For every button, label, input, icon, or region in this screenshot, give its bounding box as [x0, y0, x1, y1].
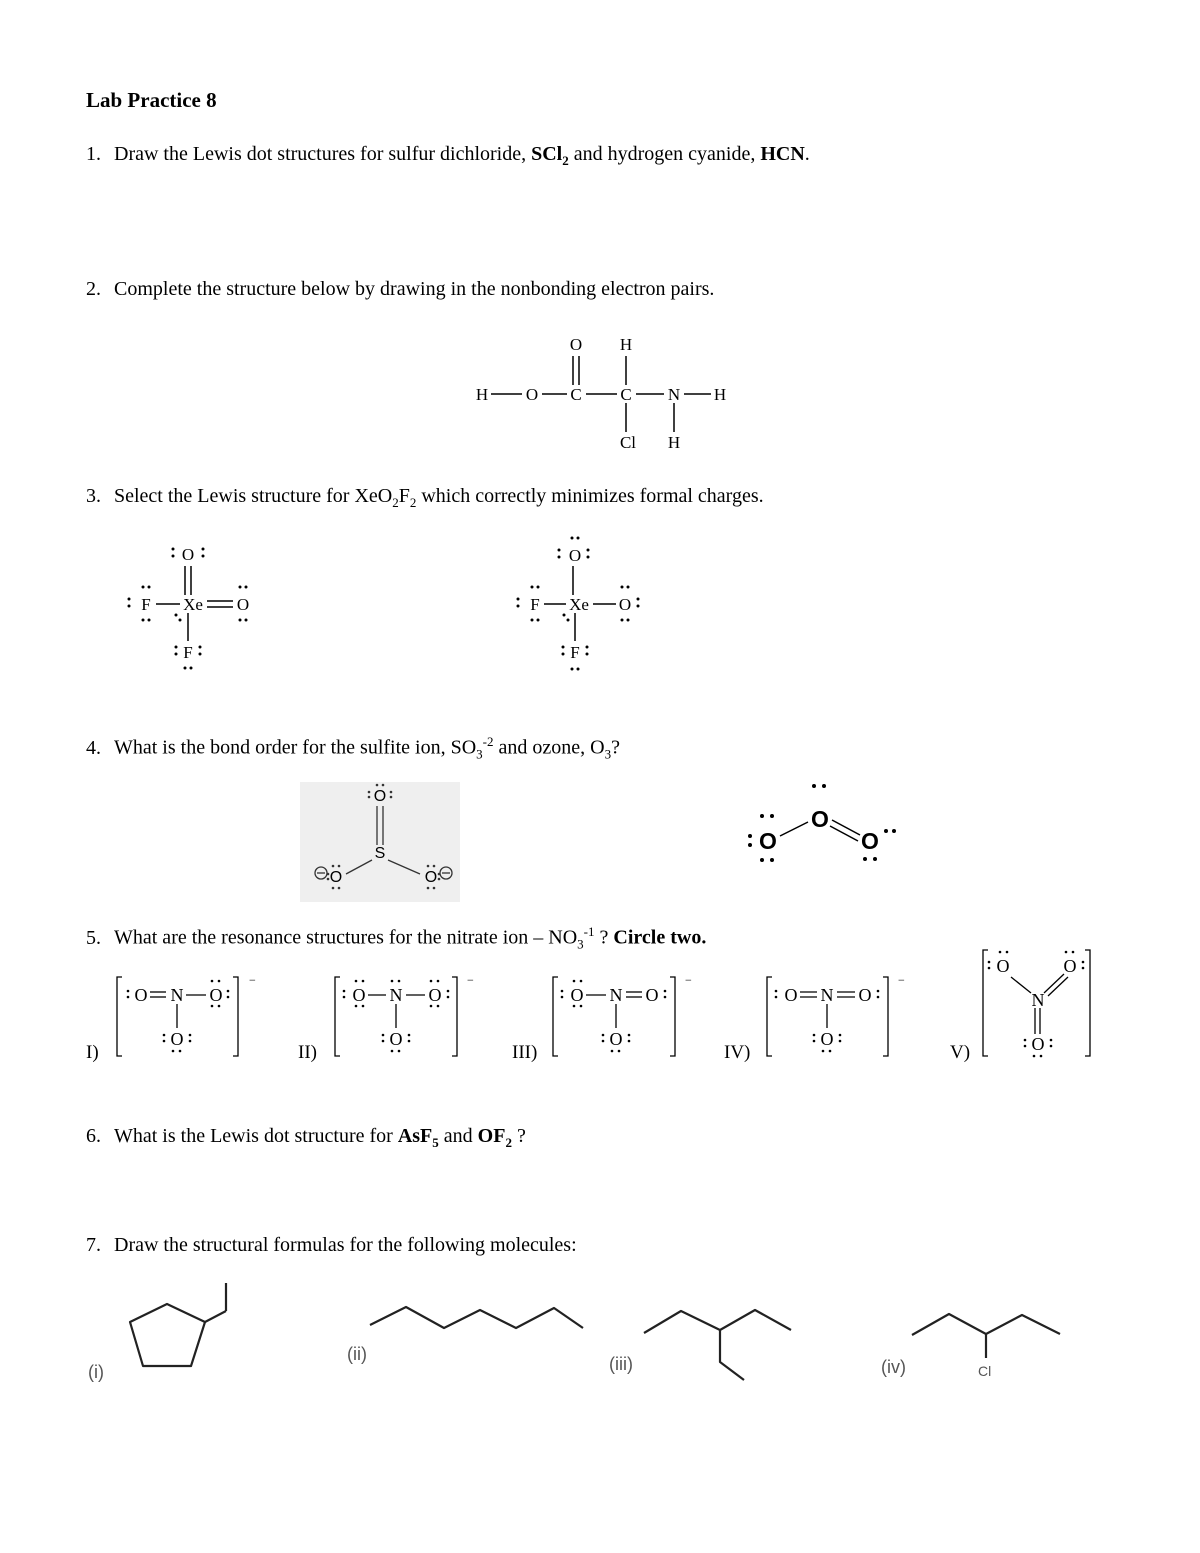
skeletal-structures [80, 1278, 1100, 1398]
atom-c: C [620, 385, 632, 404]
question-text: Draw the Lewis dot structures for sulfur dichloride, [114, 143, 532, 165]
atom-n: N [609, 985, 623, 1005]
atom-o: O [424, 869, 438, 886]
question-7 [86, 1234, 577, 1257]
formula-main: SCl [531, 143, 563, 165]
atom-o: O [352, 985, 366, 1005]
atom-o: O [820, 1029, 834, 1049]
question-text: What is the bond order for the sulfite ion, SO [114, 736, 477, 759]
xeo2f2-structure-b [500, 535, 650, 675]
question-number: 4. [86, 736, 101, 759]
option-label-ii: II) [298, 1042, 317, 1063]
atom-o: O [428, 985, 442, 1005]
formula-subscript: 5 [432, 1135, 439, 1150]
question-2 [86, 278, 714, 301]
atom-o: O [609, 1029, 623, 1049]
main-chain-iv [912, 1314, 1060, 1335]
question-3 [86, 485, 764, 511]
atom-o: O [236, 595, 250, 614]
formula-of2 [477, 1125, 512, 1150]
main-chain-iii [644, 1310, 791, 1333]
formula-asf5 [397, 1125, 439, 1150]
atom-o: O [618, 595, 632, 614]
question-text: Complete the structure below by drawing in the nonbonding electron pairs. [114, 278, 715, 300]
molecule-label-i: (i) [88, 1362, 104, 1382]
formula-hcn: HCN [760, 143, 805, 165]
atom-h: H [667, 433, 681, 452]
atom-n: N [170, 985, 184, 1005]
atom-o: O [525, 385, 539, 404]
question-text: and hydrogen cyanide, [568, 143, 761, 165]
instruction-bold: Circle two. [613, 926, 707, 949]
option-label-iv: IV) [724, 1042, 751, 1063]
atom-n: N [1031, 990, 1045, 1010]
atom-c: C [570, 385, 582, 404]
atom-o: O [389, 1029, 403, 1049]
atom-o: O [568, 546, 582, 565]
xeo2f2-structure-a [112, 540, 262, 680]
cyclopentane-ring [130, 1304, 205, 1366]
question-number: 7. [86, 1234, 101, 1256]
atom-cl: Cl [619, 433, 637, 452]
atom-h: H [619, 335, 633, 354]
atom-o: O [645, 985, 659, 1005]
question-text: Draw the structural formulas for the following molecules: [114, 1234, 577, 1256]
atom-o: O [181, 545, 195, 564]
molecule-label-iii: (iii) [609, 1354, 633, 1374]
charge-minus: − [898, 973, 905, 987]
atom-o: O [861, 828, 879, 854]
question-number: 2. [86, 278, 101, 300]
atom-o: O [569, 335, 583, 354]
subscript: 2 [392, 495, 399, 510]
charge-minus: − [685, 973, 692, 987]
nitrate-structure-iv [762, 972, 912, 1062]
molecule-label-iv: (iv) [881, 1357, 906, 1377]
formula-main: AsF [397, 1125, 433, 1147]
atom-xe: Xe [183, 595, 203, 614]
subscript: 3 [604, 746, 612, 762]
subscript: 3 [577, 936, 584, 952]
charge-minus: − [249, 973, 256, 987]
question-text: . [804, 143, 810, 165]
ethyl-bond [205, 1311, 226, 1322]
atom-h: H [713, 385, 727, 404]
option-label-i: I) [86, 1042, 99, 1063]
question-text: ? [611, 736, 620, 759]
question-text: F [398, 485, 410, 507]
formula-scl2 [531, 143, 569, 168]
atom-o: O [329, 869, 343, 886]
atom-n: N [820, 985, 834, 1005]
atom-o: O [170, 1029, 184, 1049]
option-label-v: V) [950, 1042, 971, 1063]
question-text: ? [594, 926, 614, 949]
amino-acid-structure [460, 330, 750, 460]
atom-f: F [141, 595, 151, 614]
subscript: 3 [476, 746, 483, 762]
atom-o: O [858, 985, 872, 1005]
question-5 [86, 924, 706, 953]
nitrate-structure-v [978, 946, 1100, 1062]
atom-o: O [570, 985, 584, 1005]
nitrate-structure-iii [548, 972, 698, 1062]
nitrate-structure-ii [330, 972, 480, 1062]
atom-cl: Cl [978, 1363, 992, 1379]
atom-s: S [374, 845, 386, 862]
superscript: -1 [583, 924, 595, 939]
question-1 [86, 143, 810, 169]
question-number: 5. [86, 926, 101, 949]
question-number: 3. [86, 485, 101, 507]
atom-f: F [570, 643, 580, 662]
atom-n: N [389, 985, 403, 1005]
atom-o: O [759, 828, 777, 854]
question-text: What are the resonance structures for the nitrate ion – NO [114, 926, 578, 949]
page-title: Lab Practice 8 [86, 88, 217, 112]
ozone-structure [740, 780, 910, 870]
question-6 [86, 1125, 526, 1151]
charge-minus: − [467, 973, 474, 987]
atom-o: O [811, 806, 829, 832]
atom-o: O [784, 985, 798, 1005]
atom-o: O [1063, 956, 1077, 976]
question-text: and ozone, O [493, 736, 605, 759]
subscript: 2 [409, 495, 417, 510]
atom-xe: Xe [569, 595, 589, 614]
formula-subscript: 2 [505, 1135, 512, 1150]
question-text: Select the Lewis structure for XeO [114, 485, 393, 507]
formula-subscript: 2 [562, 153, 569, 168]
option-label-iii: III) [512, 1042, 538, 1063]
sulfite-structure [300, 782, 460, 902]
atom-h: H [475, 385, 489, 404]
atom-o: O [996, 956, 1010, 976]
formula-main: OF [477, 1125, 506, 1147]
molecule-label-ii: (ii) [347, 1344, 367, 1364]
question-number: 1. [86, 143, 101, 165]
atom-o: O [134, 985, 148, 1005]
atom-f: F [183, 643, 193, 662]
question-text: What is the Lewis dot structure for [114, 1125, 398, 1147]
atom-o: O [1031, 1034, 1045, 1054]
atom-o: O [209, 985, 223, 1005]
question-number: 6. [86, 1125, 101, 1147]
atom-n: N [667, 385, 681, 404]
question-text: which correctly minimizes formal charges. [416, 485, 764, 507]
ethyl-branch-iii [720, 1330, 744, 1380]
question-4 [86, 734, 620, 763]
question-text: ? [511, 1125, 526, 1147]
atom-o: O [373, 788, 387, 805]
question-text: and [438, 1125, 478, 1147]
nitrate-structure-i [112, 972, 262, 1062]
atom-f: F [530, 595, 540, 614]
superscript: -2 [482, 734, 494, 749]
heptane-chain [370, 1307, 583, 1328]
